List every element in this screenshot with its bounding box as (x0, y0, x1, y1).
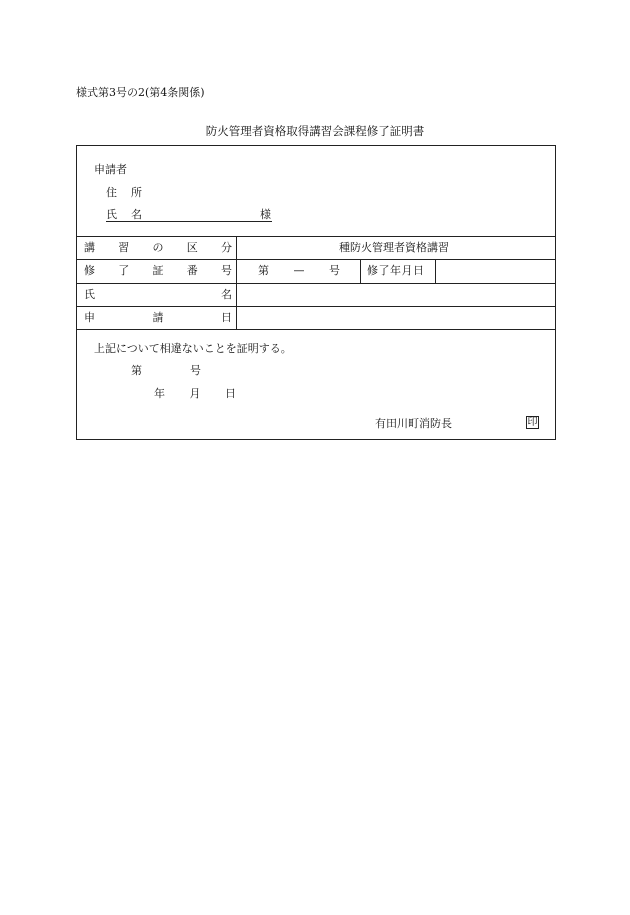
rule-3 (77, 306, 555, 307)
label-char: の (152, 241, 164, 254)
label-char: 了 (118, 264, 130, 277)
honorific: 様 (260, 208, 271, 221)
number-date-divider (360, 259, 361, 283)
applicant-name-underline (106, 221, 272, 222)
label-char: 修 (84, 264, 95, 277)
rule-2 (77, 283, 555, 284)
seal-stamp: 印 (527, 416, 538, 428)
label-char: 日 (221, 311, 232, 324)
number-char: 第 (131, 364, 142, 377)
completion-date-label: 修了年月日 (367, 264, 425, 277)
number-char: 号 (190, 364, 201, 377)
label-char: 習 (118, 241, 130, 254)
label-char: 番 (186, 264, 198, 277)
rule-bottom (77, 329, 555, 330)
applicant-heading: 申請者 (94, 163, 127, 176)
label-char: 請 (152, 311, 164, 324)
course-type-label (84, 242, 232, 253)
rule-1 (77, 259, 555, 260)
certificate-form (76, 145, 556, 440)
label-char: 号 (221, 264, 232, 277)
address-char: 所 (131, 186, 142, 199)
issuer-name: 有田川町消防長 (375, 417, 452, 430)
number-char: — (293, 264, 305, 277)
date-char: 年 (154, 387, 165, 400)
date-char: 日 (225, 387, 236, 400)
label-char: 分 (221, 241, 232, 254)
label-char: 証 (152, 264, 164, 277)
holder-name-label (84, 289, 232, 300)
issue-number (131, 365, 201, 376)
cert-number-label (84, 265, 232, 276)
number-char: 号 (329, 264, 340, 277)
label-char: 区 (186, 241, 198, 254)
label-char: 講 (84, 241, 95, 254)
cert-number-value (258, 265, 340, 276)
course-type-value: 種防火管理者資格講習 (339, 241, 449, 254)
certification-statement: 上記について相違ないことを証明する。 (94, 342, 292, 355)
label-char: 申 (84, 311, 95, 324)
label-column-divider (236, 236, 237, 329)
issue-date (154, 388, 236, 399)
form-number: 様式第3号の2(第4条関係) (76, 86, 205, 99)
document-title: 防火管理者資格取得講習会課程修了証明書 (205, 124, 425, 138)
number-char: 第 (258, 264, 269, 277)
date-label-divider (435, 259, 436, 283)
applicant-name-label (106, 209, 142, 220)
name-char: 名 (131, 208, 142, 221)
date-char: 月 (189, 387, 201, 400)
rule-top (77, 236, 555, 237)
name-char: 氏 (106, 208, 117, 221)
address-char: 住 (106, 186, 117, 199)
label-char: 氏 (84, 288, 95, 301)
applicant-address-label (106, 187, 142, 198)
label-char: 名 (221, 288, 232, 301)
apply-date-label (84, 312, 232, 323)
